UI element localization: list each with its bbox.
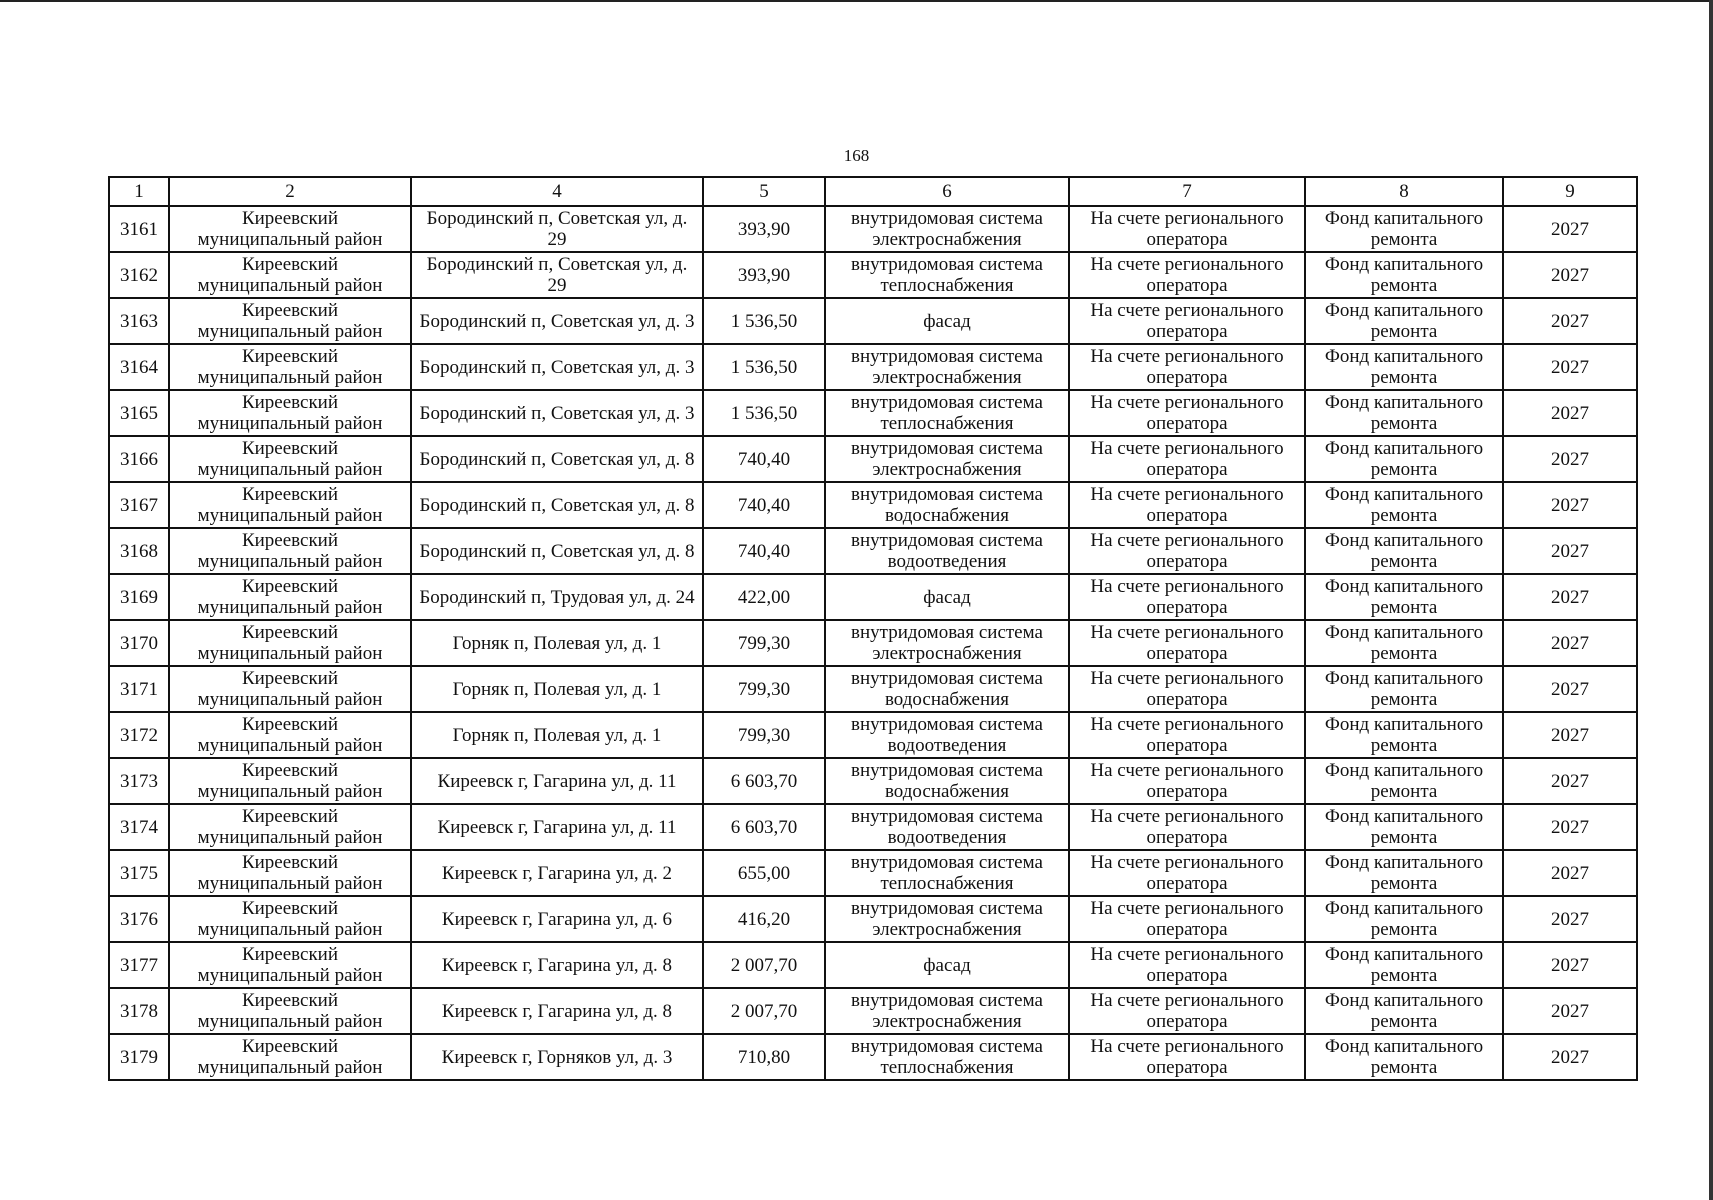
area-cell: 799,30 xyxy=(703,712,825,758)
area-cell: 655,00 xyxy=(703,850,825,896)
area-cell: 1 536,50 xyxy=(703,298,825,344)
district-cell: Киреевский муниципальный район xyxy=(169,666,411,712)
table-row xyxy=(109,1034,1637,1080)
address-cell: Киреевск г, Гагарина ул, д. 2 xyxy=(411,850,703,896)
district-cell: Киреевский муниципальный район xyxy=(169,896,411,942)
area-cell: 2 007,70 xyxy=(703,988,825,1034)
area-cell: 1 536,50 xyxy=(703,390,825,436)
year-cell: 2027 xyxy=(1503,206,1637,252)
account-type-cell: На счете регионального оператора xyxy=(1069,206,1305,252)
table-row xyxy=(109,252,1637,298)
account-type-cell: На счете регионального оператора xyxy=(1069,344,1305,390)
column-header: 1 xyxy=(109,177,169,206)
row-number-cell: 3173 xyxy=(109,758,169,804)
table-row xyxy=(109,804,1637,850)
row-number-cell: 3170 xyxy=(109,620,169,666)
table-row xyxy=(109,298,1637,344)
address-cell: Бородинский п, Советская ул, д. 8 xyxy=(411,528,703,574)
year-cell: 2027 xyxy=(1503,850,1637,896)
account-type-cell: На счете регионального оператора xyxy=(1069,850,1305,896)
funding-source-cell: Фонд капитального ремонта xyxy=(1305,436,1503,482)
district-cell: Киреевский муниципальный район xyxy=(169,252,411,298)
address-cell: Киреевск г, Гагарина ул, д. 11 xyxy=(411,758,703,804)
repair-element-cell: внутридомовая система водоснабжения xyxy=(825,482,1069,528)
district-cell: Киреевский муниципальный район xyxy=(169,758,411,804)
repair-element-cell: внутридомовая система электроснабжения xyxy=(825,206,1069,252)
account-type-cell: На счете регионального оператора xyxy=(1069,1034,1305,1080)
funding-source-cell: Фонд капитального ремонта xyxy=(1305,988,1503,1034)
repair-element-cell: внутридомовая система электроснабжения xyxy=(825,896,1069,942)
repair-element-cell: внутридомовая система водоснабжения xyxy=(825,758,1069,804)
address-cell: Бородинский п, Советская ул, д. 29 xyxy=(411,252,703,298)
district-cell: Киреевский муниципальный район xyxy=(169,712,411,758)
repair-element-cell: фасад xyxy=(825,298,1069,344)
year-cell: 2027 xyxy=(1503,436,1637,482)
year-cell: 2027 xyxy=(1503,298,1637,344)
year-cell: 2027 xyxy=(1503,482,1637,528)
account-type-cell: На счете регионального оператора xyxy=(1069,804,1305,850)
year-cell: 2027 xyxy=(1503,528,1637,574)
column-header: 9 xyxy=(1503,177,1637,206)
funding-source-cell: Фонд капитального ремонта xyxy=(1305,712,1503,758)
funding-source-cell: Фонд капитального ремонта xyxy=(1305,390,1503,436)
row-number-cell: 3164 xyxy=(109,344,169,390)
repair-element-cell: внутридомовая система теплоснабжения xyxy=(825,850,1069,896)
district-cell: Киреевский муниципальный район xyxy=(169,436,411,482)
table-row xyxy=(109,666,1637,712)
funding-source-cell: Фонд капитального ремонта xyxy=(1305,574,1503,620)
table-row xyxy=(109,758,1637,804)
year-cell: 2027 xyxy=(1503,620,1637,666)
address-cell: Горняк п, Полевая ул, д. 1 xyxy=(411,620,703,666)
table-header xyxy=(109,177,1637,206)
repair-element-cell: внутридомовая система водоотведения xyxy=(825,528,1069,574)
row-number-cell: 3166 xyxy=(109,436,169,482)
repair-element-cell: внутридомовая система электроснабжения xyxy=(825,988,1069,1034)
district-cell: Киреевский муниципальный район xyxy=(169,988,411,1034)
district-cell: Киреевский муниципальный район xyxy=(169,804,411,850)
funding-source-cell: Фонд капитального ремонта xyxy=(1305,206,1503,252)
address-cell: Бородинский п, Советская ул, д. 29 xyxy=(411,206,703,252)
area-cell: 799,30 xyxy=(703,620,825,666)
address-cell: Бородинский п, Советская ул, д. 8 xyxy=(411,436,703,482)
table-body xyxy=(109,206,1637,1080)
year-cell: 2027 xyxy=(1503,252,1637,298)
table-row xyxy=(109,942,1637,988)
table-row xyxy=(109,850,1637,896)
table-row xyxy=(109,620,1637,666)
account-type-cell: На счете регионального оператора xyxy=(1069,436,1305,482)
row-number-cell: 3167 xyxy=(109,482,169,528)
account-type-cell: На счете регионального оператора xyxy=(1069,252,1305,298)
repair-element-cell: внутридомовая система электроснабжения xyxy=(825,344,1069,390)
table-row xyxy=(109,344,1637,390)
area-cell: 710,80 xyxy=(703,1034,825,1080)
row-number-cell: 3176 xyxy=(109,896,169,942)
area-cell: 740,40 xyxy=(703,436,825,482)
district-cell: Киреевский муниципальный район xyxy=(169,482,411,528)
year-cell: 2027 xyxy=(1503,574,1637,620)
row-number-cell: 3163 xyxy=(109,298,169,344)
account-type-cell: На счете регионального оператора xyxy=(1069,896,1305,942)
district-cell: Киреевский муниципальный район xyxy=(169,344,411,390)
district-cell: Киреевский муниципальный район xyxy=(169,298,411,344)
address-cell: Киреевск г, Гагарина ул, д. 8 xyxy=(411,988,703,1034)
table-row xyxy=(109,574,1637,620)
repair-element-cell: фасад xyxy=(825,942,1069,988)
funding-source-cell: Фонд капитального ремонта xyxy=(1305,942,1503,988)
account-type-cell: На счете регионального оператора xyxy=(1069,988,1305,1034)
area-cell: 422,00 xyxy=(703,574,825,620)
area-cell: 2 007,70 xyxy=(703,942,825,988)
account-type-cell: На счете регионального оператора xyxy=(1069,574,1305,620)
account-type-cell: На счете регионального оператора xyxy=(1069,712,1305,758)
account-type-cell: На счете регионального оператора xyxy=(1069,528,1305,574)
repair-element-cell: внутридомовая система теплоснабжения xyxy=(825,390,1069,436)
area-cell: 393,90 xyxy=(703,252,825,298)
header-row xyxy=(109,177,1637,206)
page-number: 168 xyxy=(843,146,870,165)
year-cell: 2027 xyxy=(1503,988,1637,1034)
account-type-cell: На счете регионального оператора xyxy=(1069,620,1305,666)
table-row xyxy=(109,436,1637,482)
funding-source-cell: Фонд капитального ремонта xyxy=(1305,804,1503,850)
year-cell: 2027 xyxy=(1503,896,1637,942)
district-cell: Киреевский муниципальный район xyxy=(169,620,411,666)
address-cell: Киреевск г, Горняков ул, д. 3 xyxy=(411,1034,703,1080)
table-row xyxy=(109,528,1637,574)
address-cell: Горняк п, Полевая ул, д. 1 xyxy=(411,666,703,712)
district-cell: Киреевский муниципальный район xyxy=(169,206,411,252)
area-cell: 799,30 xyxy=(703,666,825,712)
account-type-cell: На счете регионального оператора xyxy=(1069,758,1305,804)
account-type-cell: На счете регионального оператора xyxy=(1069,298,1305,344)
table-row xyxy=(109,712,1637,758)
repair-element-cell: внутридомовая система теплоснабжения xyxy=(825,252,1069,298)
row-number-cell: 3175 xyxy=(109,850,169,896)
district-cell: Киреевский муниципальный район xyxy=(169,574,411,620)
area-cell: 6 603,70 xyxy=(703,758,825,804)
funding-source-cell: Фонд капитального ремонта xyxy=(1305,344,1503,390)
year-cell: 2027 xyxy=(1503,390,1637,436)
column-header: 8 xyxy=(1305,177,1503,206)
table-row xyxy=(109,390,1637,436)
district-cell: Киреевский муниципальный район xyxy=(169,850,411,896)
column-header: 7 xyxy=(1069,177,1305,206)
row-number-cell: 3177 xyxy=(109,942,169,988)
column-header: 4 xyxy=(411,177,703,206)
district-cell: Киреевский муниципальный район xyxy=(169,1034,411,1080)
area-cell: 740,40 xyxy=(703,528,825,574)
funding-source-cell: Фонд капитального ремонта xyxy=(1305,298,1503,344)
account-type-cell: На счете регионального оператора xyxy=(1069,666,1305,712)
account-type-cell: На счете регионального оператора xyxy=(1069,390,1305,436)
district-cell: Киреевский муниципальный район xyxy=(169,528,411,574)
address-cell: Киреевск г, Гагарина ул, д. 11 xyxy=(411,804,703,850)
row-number-cell: 3169 xyxy=(109,574,169,620)
repair-element-cell: фасад xyxy=(825,574,1069,620)
row-number-cell: 3165 xyxy=(109,390,169,436)
row-number-cell: 3168 xyxy=(109,528,169,574)
row-number-cell: 3178 xyxy=(109,988,169,1034)
table-row xyxy=(109,988,1637,1034)
address-cell: Горняк п, Полевая ул, д. 1 xyxy=(411,712,703,758)
table-row xyxy=(109,482,1637,528)
column-header: 5 xyxy=(703,177,825,206)
year-cell: 2027 xyxy=(1503,666,1637,712)
year-cell: 2027 xyxy=(1503,712,1637,758)
funding-source-cell: Фонд капитального ремонта xyxy=(1305,620,1503,666)
funding-source-cell: Фонд капитального ремонта xyxy=(1305,758,1503,804)
repair-element-cell: внутридомовая система водоснабжения xyxy=(825,666,1069,712)
account-type-cell: На счете регионального оператора xyxy=(1069,482,1305,528)
district-cell: Киреевский муниципальный район xyxy=(169,942,411,988)
scan-edge-right xyxy=(1709,0,1713,1200)
year-cell: 2027 xyxy=(1503,942,1637,988)
funding-source-cell: Фонд капитального ремонта xyxy=(1305,1034,1503,1080)
column-header: 6 xyxy=(825,177,1069,206)
scan-edge-top xyxy=(0,0,1713,2)
table-row xyxy=(109,896,1637,942)
repair-element-cell: внутридомовая система электроснабжения xyxy=(825,436,1069,482)
row-number-cell: 3161 xyxy=(109,206,169,252)
row-number-cell: 3179 xyxy=(109,1034,169,1080)
funding-source-cell: Фонд капитального ремонта xyxy=(1305,896,1503,942)
area-cell: 393,90 xyxy=(703,206,825,252)
funding-source-cell: Фонд капитального ремонта xyxy=(1305,252,1503,298)
funding-source-cell: Фонд капитального ремонта xyxy=(1305,850,1503,896)
funding-source-cell: Фонд капитального ремонта xyxy=(1305,528,1503,574)
repair-element-cell: внутридомовая система электроснабжения xyxy=(825,620,1069,666)
funding-source-cell: Фонд капитального ремонта xyxy=(1305,482,1503,528)
address-cell: Бородинский п, Советская ул, д. 3 xyxy=(411,390,703,436)
account-type-cell: На счете регионального оператора xyxy=(1069,942,1305,988)
address-cell: Бородинский п, Советская ул, д. 3 xyxy=(411,298,703,344)
address-cell: Бородинский п, Советская ул, д. 3 xyxy=(411,344,703,390)
funding-source-cell: Фонд капитального ремонта xyxy=(1305,666,1503,712)
area-cell: 6 603,70 xyxy=(703,804,825,850)
row-number-cell: 3171 xyxy=(109,666,169,712)
row-number-cell: 3162 xyxy=(109,252,169,298)
row-number-cell: 3172 xyxy=(109,712,169,758)
area-cell: 1 536,50 xyxy=(703,344,825,390)
district-cell: Киреевский муниципальный район xyxy=(169,390,411,436)
repair-element-cell: внутридомовая система водоотведения xyxy=(825,804,1069,850)
column-header: 2 xyxy=(169,177,411,206)
area-cell: 416,20 xyxy=(703,896,825,942)
address-cell: Бородинский п, Советская ул, д. 8 xyxy=(411,482,703,528)
address-cell: Киреевск г, Гагарина ул, д. 8 xyxy=(411,942,703,988)
row-number-cell: 3174 xyxy=(109,804,169,850)
year-cell: 2027 xyxy=(1503,758,1637,804)
address-cell: Бородинский п, Трудовая ул, д. 24 xyxy=(411,574,703,620)
repair-element-cell: внутридомовая система водоотведения xyxy=(825,712,1069,758)
year-cell: 2027 xyxy=(1503,1034,1637,1080)
year-cell: 2027 xyxy=(1503,344,1637,390)
table-row xyxy=(109,206,1637,252)
year-cell: 2027 xyxy=(1503,804,1637,850)
address-cell: Киреевск г, Гагарина ул, д. 6 xyxy=(411,896,703,942)
capital-repair-table xyxy=(108,176,1638,1081)
area-cell: 740,40 xyxy=(703,482,825,528)
repair-element-cell: внутридомовая система теплоснабжения xyxy=(825,1034,1069,1080)
